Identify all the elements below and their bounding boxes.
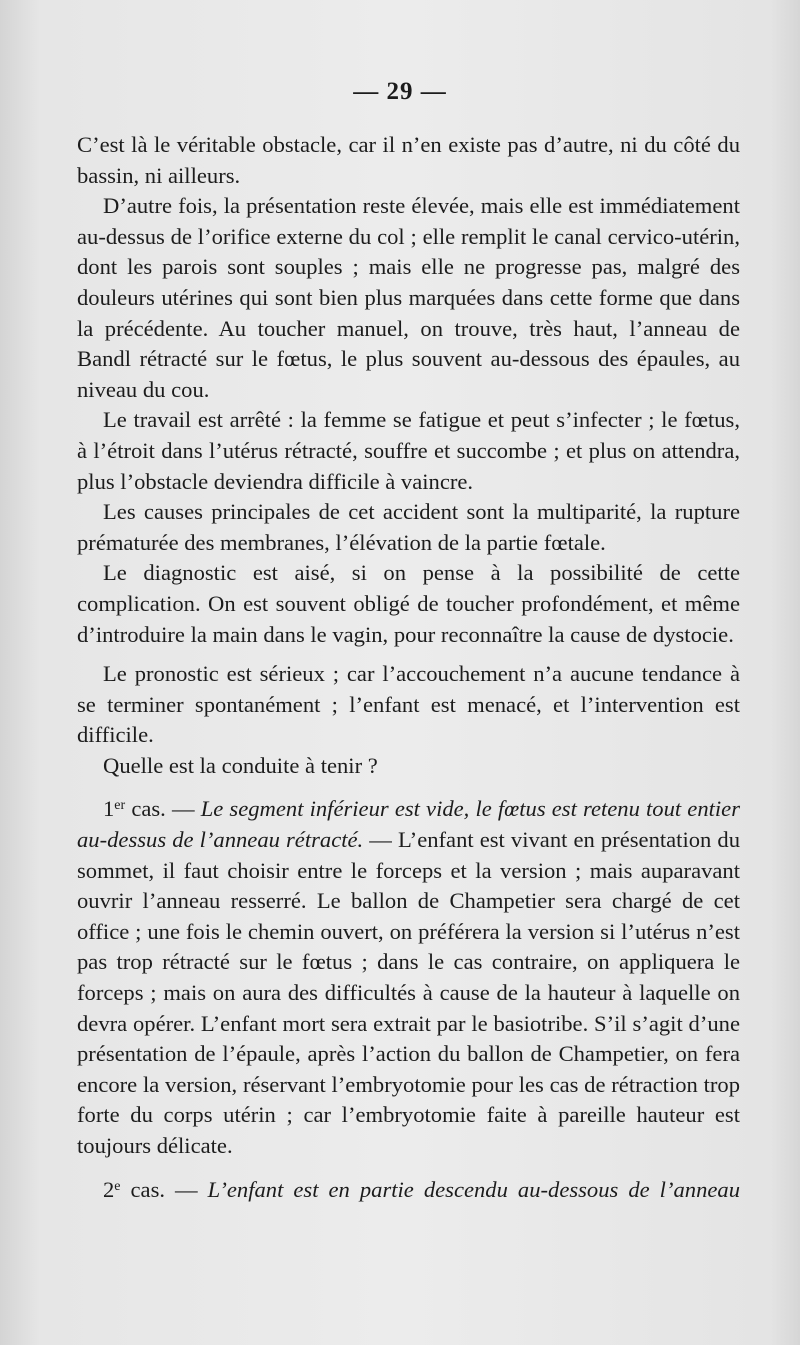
case-2-number: 2 [103, 1176, 115, 1202]
paragraph-case-1 [77, 794, 740, 1161]
case-1-heading: Le segment inférieur est vide, le fœtus est retenu tout entier au-dessus de l’anneau rétracté. [77, 796, 741, 853]
paragraph-pronostic: Le pronostic est sérieux ; car l’accouchement n’a aucune tendance à se terminer spontanément ; l’enfant est menacé, et l’intervention est difficile. [77, 661, 740, 748]
paragraph-question: Quelle est la conduite à tenir ? [103, 752, 378, 778]
case-1-ordinal: er [114, 798, 126, 814]
case-2-ordinal: e [114, 1178, 121, 1194]
paragraph-obstacle: C’est là le véritable obstacle, car il n’en existe pas d’autre, ni du côté du bassin, ni ailleurs. [77, 132, 740, 188]
paragraph-travail: Le travail est arrêté : la femme se fatigue et peut s’infecter ; le fœtus, à l’étroit dans l’utérus rétracté, souffre et succombe ; et plus on attendra, plus l’obstacle deviendra difficile à vaincre. [77, 407, 740, 494]
paragraph-causes: Les causes principales de cet accident sont la multiparité, la rupture prématurée des membranes, l’élévation de la partie fœtale. [77, 499, 740, 555]
case-2-heading: L’enfant est en partie descendu au-dessous de l’anneau [207, 1176, 740, 1202]
paragraph-presentation: D’autre fois, la présentation reste élevée, mais elle est immédiatement au-dessus de l’orifice externe du col ; elle remplit le canal cervico-utérin, dont les parois sont souples ; mais elle ne progresse pas, malgré des douleurs utérines qui sont bien plus marquées dans cette forme que dans la précédente. Au toucher manuel, on trouve, très haut, l’anneau de Bandl rétracté sur le fœtus, le plus souvent au-dessous des épaules, au niveau du cou. [77, 193, 740, 402]
case-1-number: 1 [103, 796, 115, 822]
case-1-body: — L’enfant est vivant en présentation du sommet, il faut choisir entre le forceps et la version ; mais auparavant ouvrir l’anneau resserré. Le ballon de Champetier sera chargé de cet office ; une fois le chemin ouvert, on préférera la version si l’utérus n’est pas trop rétracté sur le fœtus ; dans le cas contraire, on appliquera le forceps ; mais on aura des difficultés à cause de la hauteur à laquelle on devra opérer. L’enfant mort sera extrait par le basiotribe. S’il s’agit d’une présentation de l’épaule, après l’action du ballon de Champetier, on fera encore la version, réservant l’embryotomie pour les cas de rétraction trop forte du corps utérin ; car l’embryotomie faite à pareille hauteur est toujours délicate. [77, 827, 740, 1158]
case-2-label: cas. — [120, 1176, 208, 1202]
paragraph-case-2 [77, 1175, 740, 1206]
page-number: — 29 — [353, 78, 447, 105]
page-body [77, 130, 740, 1205]
case-1-label: cas. — [125, 796, 201, 822]
paragraph-diagnostic: Le diagnostic est aisé, si on pense à la possibilité de cette complication. On est souvent obligé de toucher profondément, et même d’introduire la main dans le vagin, pour reconnaître la cause de dystocie. [77, 560, 740, 647]
